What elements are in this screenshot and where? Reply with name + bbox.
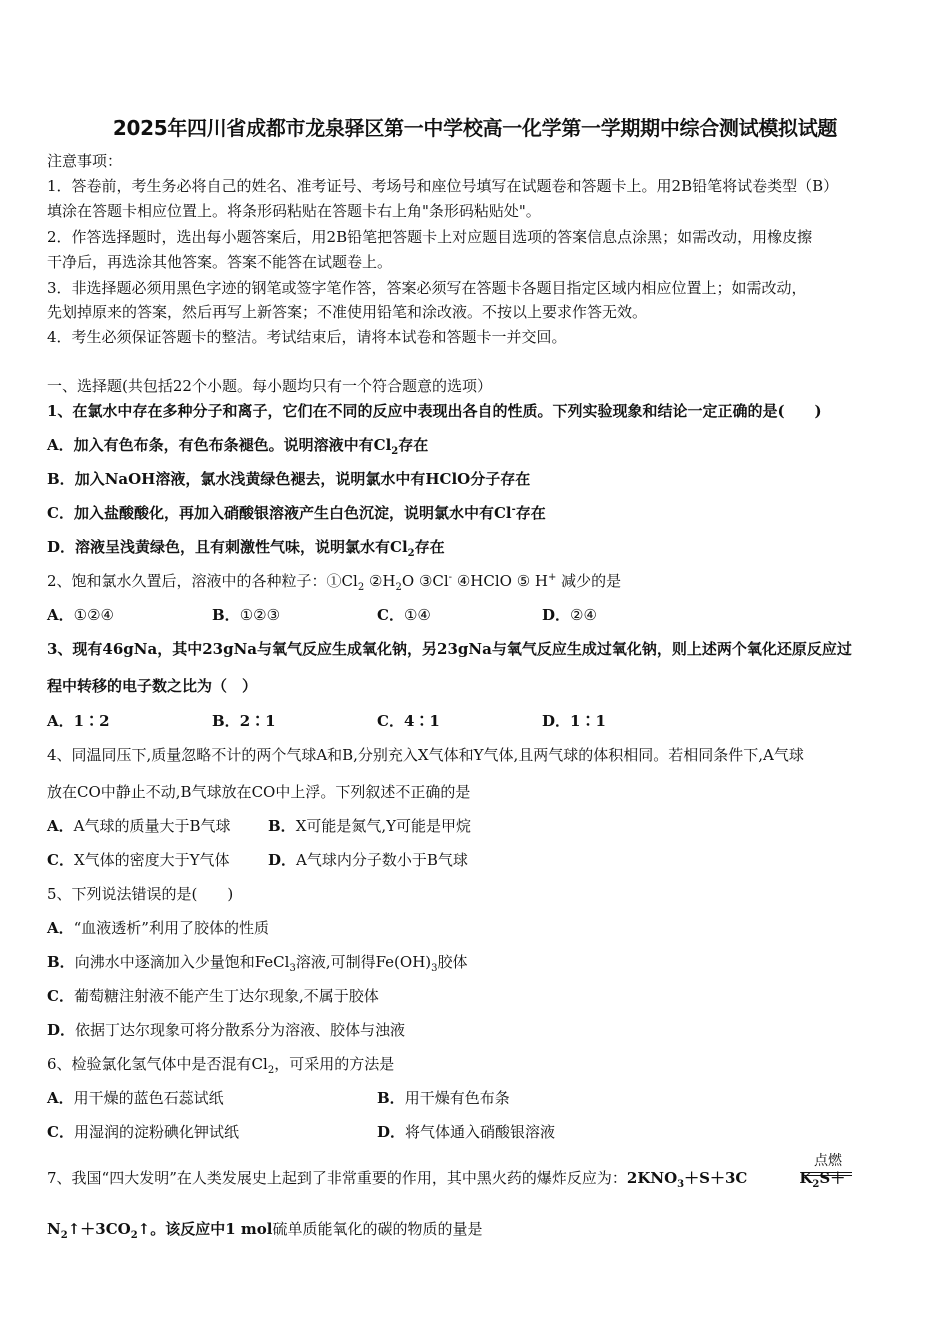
- reaction-arrow-line: [804, 1175, 852, 1176]
- q4-option-a: A．A气球的质量大于B气球: [47, 817, 231, 835]
- question-3-stem: 3、现有46gNa，其中23gNa与氧气反应生成氧化钠，另23gNa与氧气反应生成过氧化钠，则上述两个氧化还原反应过: [47, 640, 852, 658]
- q5-option-b: B．向沸水中逐滴加入少量饱和FeCl$_3$溶液,可制得$Fe(OH)_3$胶体: [47, 953, 468, 974]
- question-2-stem: 2、饱和氯水久置后，溶液中的各种粒子：$①Cl_2$ $②H_2O$ ③Cl- ④HClO ⑤ H+ 减少的是: [47, 572, 622, 593]
- q5-option-c: C．葡萄糖注射液不能产生丁达尔现象,不属于胶体: [47, 987, 379, 1005]
- question-1-stem: 1、在氯水中存在多种分子和离子，它们在不同的反应中表现出各自的性质。下列实验现象和结论一定正确的是( ): [47, 402, 822, 420]
- question-4-stem: 4、同温同压下,质量忽略不计的两个气球A和B,分别充入X气体和Y气体,且两气球的体积相同。若相同条件下,A气球: [47, 746, 804, 764]
- q6-option-a: A．用干燥的蓝色石蕊试纸: [47, 1089, 224, 1107]
- notice-line: 先划掉原来的答案，然后再写上新答案；不准使用铅笔和涂改液。不按以上要求作答无效。: [47, 303, 648, 321]
- q4-option-d: D．A气球内分子数小于B气球: [268, 851, 468, 869]
- notice-heading: 注意事项：: [47, 152, 123, 170]
- q2-option-a: A．①②④: [47, 606, 114, 624]
- question-3-stem-cont: 程中转移的电子数之比为（ ）: [47, 677, 258, 695]
- q2-option-c: C．①④: [377, 606, 431, 624]
- notice-line: 4．考生必须保证答题卡的整洁。考试结束后，请将本试卷和答题卡一并交回。: [47, 328, 567, 346]
- q5-option-d: D．依据丁达尔现象可将分散系分为溶液、胶体与浊液: [47, 1021, 406, 1039]
- question-4-stem-cont: 放在CO中静止不动,B气球放在CO中上浮。下列叙述不正确的是: [47, 783, 471, 801]
- notice-line: 3．非选择题必须用黑色字迹的钢笔或签字笔作答，答案必须写在答题卡各题目指定区域内相应位置上；如需改动，: [47, 279, 807, 297]
- q2-option-d: D．②④: [542, 606, 597, 624]
- q3-option-c: C．4∶1: [377, 712, 440, 730]
- q3-option-a: A．1∶2: [47, 712, 110, 730]
- question-5-stem: 5、下列说法错误的是( ): [47, 885, 234, 903]
- question-6-stem: 6、检验氯化氢气体中是否混有$Cl_2$，可采用的方法是: [47, 1055, 395, 1076]
- notice-line: 1．答卷前，考生务必将自己的姓名、准考证号、考场号和座位号填写在试题卷和答题卡上。用2B铅笔将试卷类型（B）: [47, 177, 839, 195]
- question-7-stem-cont: $N_2↑+3CO_2↑$。该反应中1 mol硫单质能氧化的碳的物质的量是: [47, 1220, 483, 1241]
- q1-option-c: C．加入盐酸酸化，再加入硝酸银溶液产生白色沉淀，说明氯水中有Cl-存在: [47, 504, 546, 522]
- q4-option-b: B．X可能是氮气,Y可能是甲烷: [268, 817, 472, 835]
- q1-option-b: B．加入NaOH溶液，氯水浅黄绿色褪去，说明氯水中有HClO分子存在: [47, 470, 531, 488]
- question-7-stem: 7、我国“四大发明”在人类发展史上起到了非常重要的作用，其中黑火药的爆炸反应为：$2KNO_3+S+3C$ $K_2S+$: [47, 1169, 846, 1190]
- q3-option-b: B．2∶1: [212, 712, 276, 730]
- q4-option-c: C．X气体的密度大于Y气体: [47, 851, 230, 869]
- notice-line: 2．作答选择题时，选出每小题答案后，用2B铅笔把答题卡上对应题目选项的答案信息点涂黑；如需改动，用橡皮擦: [47, 228, 813, 246]
- reaction-condition: 点燃: [814, 1153, 842, 1169]
- page-title: 2025年四川省成都市龙泉驿区第一中学校高一化学第一学期期中综合测试模拟试题: [112, 116, 838, 140]
- notice-line: 干净后，再选涂其他答案。答案不能答在试题卷上。: [47, 253, 393, 271]
- q5-option-a: A．“血液透析”利用了胶体的性质: [47, 919, 269, 937]
- notice-line: 填涂在答题卡相应位置上。将条形码粘贴在答题卡右上角"条形码粘贴处"。: [47, 202, 541, 220]
- q6-option-d: D．将气体通入硝酸银溶液: [377, 1123, 556, 1141]
- q6-option-b: B．用干燥有色布条: [377, 1089, 510, 1107]
- reaction-arrow-line: [804, 1172, 852, 1173]
- q6-option-c: C．用湿润的淀粉碘化钾试纸: [47, 1123, 239, 1141]
- q3-option-d: D．1∶1: [542, 712, 606, 730]
- q1-option-a: A．加入有色布条，有色布条褪色。说明溶液中有$Cl_2$存在: [47, 436, 429, 457]
- section-heading: 一、选择题(共包括22个小题。每小题均只有一个符合题意的选项）: [47, 377, 492, 395]
- q2-option-b: B．①②③: [212, 606, 281, 624]
- q1-option-d: D．溶液呈浅黄绿色，且有刺激性气味，说明氯水有$Cl_2$存在: [47, 538, 445, 559]
